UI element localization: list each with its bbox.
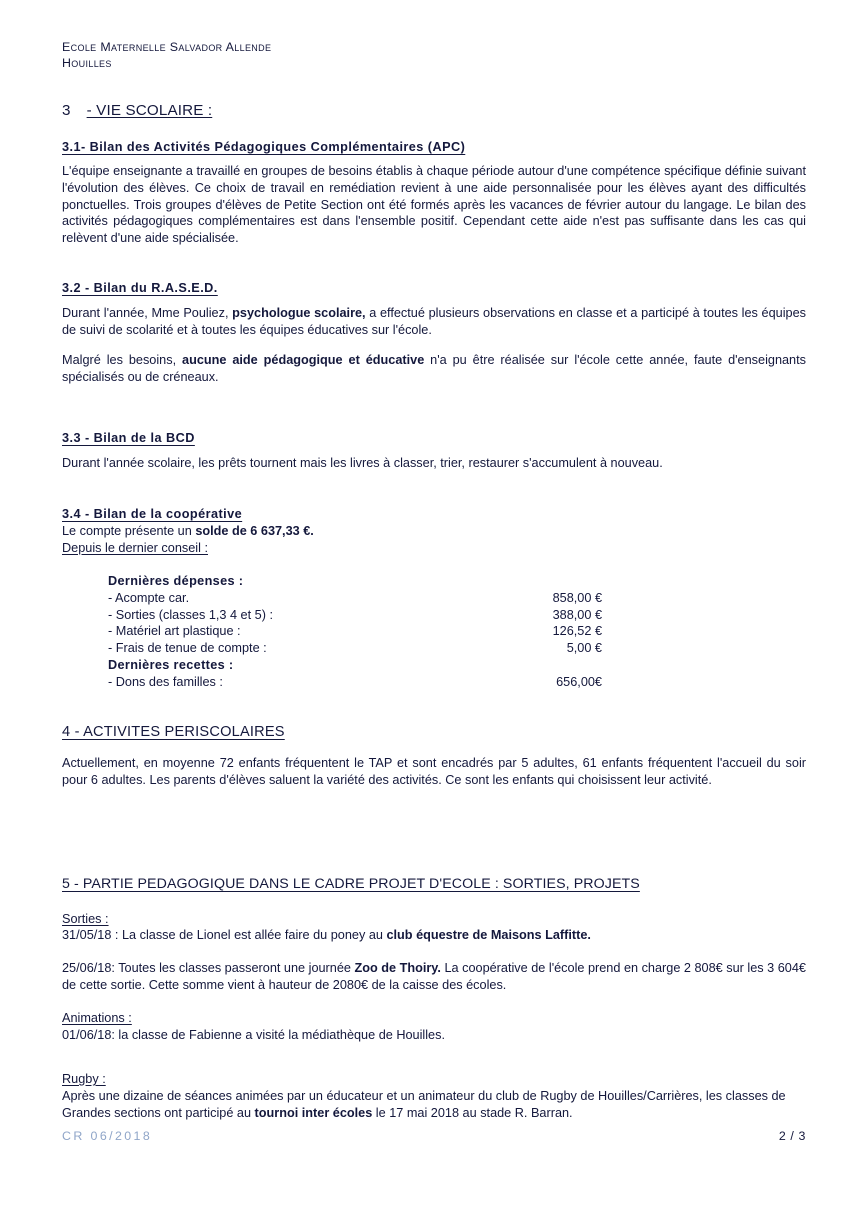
- p32-bold-psychologue: psychologue scolaire,: [232, 306, 366, 320]
- expense-label: - Frais de tenue de compte :: [108, 641, 267, 656]
- sortie2-bold-zoo: Zoo de Thoiry.: [354, 961, 441, 975]
- letterhead-school-name: Ecole Maternelle Salvador Allende: [62, 40, 272, 54]
- paragraph-3-1-body: L'équipe enseignante a travaillé en groupes de besoins établis à chaque période autour d'une compétence spécifique définie suivant l'évolution des élèves. Ce choix de travail en remédiation revient à une aide personnalisée pour les élèves ayant des difficultés ponctuelles. Trois groupes d'élèves de Petite Section ont été formés après les vacances de février autour du langage. Le bilan des activités pédagogiques complémentaires est dans l'ensemble positif. Cependant cette aide n'est pas suffisante dans les cas qui relèvent d'une aide spécialisée.: [62, 164, 806, 246]
- heading-3-2: 3.2 - Bilan du R.A.S.E.D.: [62, 281, 218, 295]
- label-sorties: Sorties :: [62, 912, 109, 926]
- section-4-heading: 4 - ACTIVITES PERISCOLAIRES: [62, 724, 285, 740]
- section-3-title: [62, 101, 806, 120]
- heading-3-1: 3.1- Bilan des Activités Pédagogiques Complémentaires (APC): [62, 140, 466, 154]
- income-row: [108, 674, 602, 691]
- expense-amount: 858,00 €: [552, 590, 602, 605]
- letterhead-city: Houilles: [62, 55, 112, 70]
- income-heading: Dernières recettes :: [108, 657, 234, 672]
- paragraph-3-4-balance: [62, 523, 806, 540]
- expense-row: [108, 590, 602, 607]
- paragraph-3-3-body: Durant l'année scolaire, les prêts tournent mais les livres à classer, trier, restaurer s'accumulent à nouveau.: [62, 456, 663, 470]
- section-3-number: 3: [62, 102, 71, 119]
- rugby-text-a: Après une dizaine de séances animées par un éducateur et un animateur du club de Rugby de Houilles/Carrières, les classes de Grandes sections ont participé au: [62, 1089, 786, 1120]
- section-3-label: - VIE SCOLAIRE :: [86, 102, 213, 119]
- page-footer: [62, 1129, 806, 1143]
- paragraph-3-2-second: [62, 352, 806, 386]
- section-5-heading: 5 - PARTIE PEDAGOGIQUE DANS LE CADRE PROJET D'ECOLE : SORTIES, PROJETS: [62, 876, 640, 892]
- label-rugby: Rugby :: [62, 1072, 106, 1086]
- sortie-item-poney: [62, 927, 806, 944]
- expense-label: - Matériel art plastique :: [108, 624, 241, 639]
- balance-text: Le compte présente un: [62, 524, 196, 538]
- expense-row: [108, 640, 602, 657]
- p32b-text-a: Malgré les besoins,: [62, 353, 183, 367]
- income-label: - Dons des familles :: [108, 674, 223, 689]
- rugby-bold-tournoi: tournoi inter écoles: [254, 1105, 373, 1120]
- income-amount: 656,00€: [556, 674, 602, 689]
- expense-row: [108, 623, 602, 640]
- p32-text-c: a effectué plusieurs observations en classe et a participé à toutes les équipes de suivi de scolarité et à toutes les équipes éducatives sur l'école.: [62, 306, 807, 337]
- label-animations: Animations :: [62, 1011, 132, 1025]
- animation-item-mediatheque: 01/06/18: la classe de Fabienne a visité la médiathèque de Houilles.: [62, 1028, 445, 1042]
- expenses-heading: Dernières dépenses :: [108, 574, 244, 588]
- expense-amount: 126,52 €: [552, 624, 602, 639]
- sortie2-text-a: 25/06/18: Toutes les classes passeront une journée: [62, 961, 355, 975]
- heading-3-4: 3.4 - Bilan de la coopérative: [62, 507, 243, 521]
- expense-row: [108, 607, 602, 624]
- expense-label: - Acompte car.: [108, 590, 190, 605]
- section-4-body: Actuellement, en moyenne 72 enfants fréquentent le TAP et sont encadrés par 5 adultes, 61 enfants fréquentent l'accueil du soir pour 6 adultes. Les parents d'élèves saluent la variété des activités. Ce sont les enfants qui choisissent leur activité.: [62, 756, 806, 787]
- rugby-text-c: le 17 mai 2018 au stade R. Barran.: [372, 1105, 573, 1120]
- label-since-last-council: Depuis le dernier conseil :: [62, 541, 208, 555]
- p32b-bold-aide: aucune aide pédagogique et éducative: [182, 353, 425, 367]
- balance-amount: solde de 6 637,33 €.: [195, 524, 314, 538]
- footer-page-number: 2 / 3: [778, 1129, 806, 1143]
- heading-3-3: 3.3 - Bilan de la BCD: [62, 431, 195, 445]
- expense-amount: 5,00 €: [566, 641, 602, 656]
- p32-text-a: Durant l'année, Mme Pouliez,: [62, 306, 233, 320]
- sortie1-text-a: 31/05/18 : La classe de Lionel est allée faire du poney au: [62, 928, 387, 942]
- cooperative-amounts-list: [108, 573, 602, 691]
- paragraph-3-2-first: [62, 305, 806, 339]
- expense-amount: 388,00 €: [552, 607, 602, 622]
- expense-label: - Sorties (classes 1,3 4 et 5) :: [108, 607, 273, 622]
- sortie1-bold-club: club équestre de Maisons Laffitte.: [386, 928, 591, 942]
- p32b-text-c: n'a pu être réalisée sur l'école cette année, faute d'enseignants spécialisés ou de créneaux.: [62, 353, 806, 384]
- footer-reference: CR 06/2018: [62, 1129, 153, 1143]
- letterhead: [62, 40, 562, 71]
- rugby-body: [62, 1088, 806, 1122]
- sortie2-text-c: La coopérative de l'école prend en charge 2 808€ sur les 3 604€ de cette sortie. Cette somme vient à hauteur de 2080€ de la caisse des écoles.: [62, 961, 806, 992]
- sortie-item-zoo: [62, 960, 806, 994]
